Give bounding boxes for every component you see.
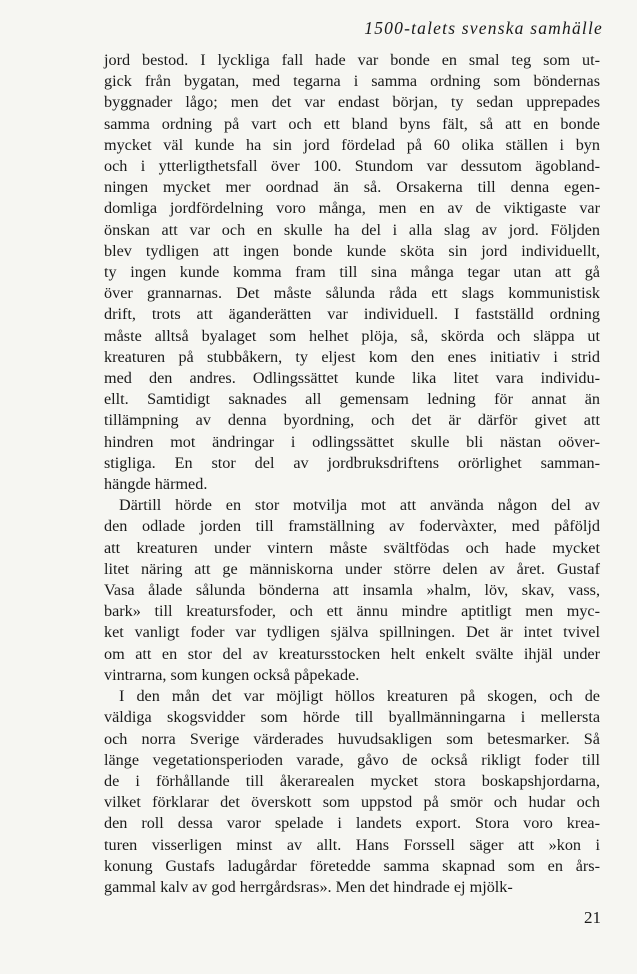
text-line: Därtill hörde en stor motvilja mot att använda någon del av [119,496,600,515]
text-line: litet näring att ge människorna under större delen av året. Gustaf [104,559,600,578]
text-line: kreaturen på stubbåkern, ty eljest kom den enes initiativ i strid [104,347,600,366]
text-line: turen visserligen minst av allt. Hans Forssell säger att »kon i [104,835,600,854]
text-line: vintrarna, som kungen också påpekade. [104,665,360,684]
text-line: drift, trots att äganderätten var individuell. I fastställd ordning [104,305,600,324]
text-line: ningen mycket mer oordnad än så. Orsakerna till denna egen- [104,178,600,197]
text-line: domliga jordfördelning voro många, men en av de viktigaste var [104,199,600,218]
text-line: jord bestod. I lyckliga fall hade var bonde en smal teg som ut- [104,51,600,69]
text-line: stigliga. En stor del av jordbruksdriftens orörlighet samman- [104,453,600,472]
body-text [104,50,600,898]
paragraph [104,686,600,898]
text-line: mycket väl kunde ha sin jord fördelad på 60 olika ställen i byn [104,135,600,154]
text-line: ellt. Samtidigt saknades all gemensam ledning för annat än [104,390,600,409]
text-line: konung Gustafs ladugårdar företedde samma skapnad som en års- [104,856,600,875]
text-line: vilket förklarar det överskott som uppstod på smör och hudar och [104,793,600,812]
text-line: I den mån det var möjligt höllos kreaturen på skogen, och de [119,687,600,706]
text-line: den roll dessa varor spelade i landets export. Stora voro krea- [104,814,600,833]
text-line: väldiga skogsvidder som hörde till byallmänningarna i mellersta [104,708,600,727]
text-line: blev tydligen att ingen bonde kunde sköta sin jord individuellt, [104,241,600,260]
text-line: bark» till kreatursfoder, och ett ännu mindre aptitligt men myc- [104,602,600,621]
text-line: om att en stor del av kreatursstocken helt enkelt svälte ihjäl under [104,644,600,663]
text-line: Vasa ålade sålunda bönderna att insamla »halm, löv, skav, vass, [104,581,600,600]
text-line: och norra Sverige värderades huvudsakligen som betesmarker. Så [104,729,600,748]
text-line: ket vanligt foder var tydligen själva spillningen. Det är intet tvivel [104,623,600,642]
text-line: att kreaturen under vintern måste svältfödas och hade mycket [104,538,600,557]
text-line: gammal kalv av god herrgårdsras». Men det hindrade ej mjölk- [104,877,513,896]
text-line: ty ingen kunde komma fram till sina många tegar utan att gå [104,263,600,282]
text-line: de i förhållande till åkerarealen mycket stora boskapshjordarna, [104,771,600,790]
text-line: samma ordning på vart och ett bland byns fält, så att en bonde [104,114,600,133]
paragraph [104,495,600,686]
text-line: hängde härmed. [104,475,208,494]
text-line: gick från bygatan, med tegarna i samma ordning som böndernas [104,72,600,91]
text-line: måste alltså byalaget som helhet plöja, så, skörda och släppa ut [104,326,600,345]
text-line: länge vegetationsperioden varade, gåvo de också rikligt foder till [104,750,600,769]
page-number: 21 [584,908,601,927]
paragraph [104,50,600,495]
text-line: önskan att var och en skulle ha del i alla slag av jord. Följden [104,220,600,239]
text-line: byggnader lågo; men det var endast början, ty sedan upprepades [104,93,600,112]
text-line: med den andres. Odlingssättet kunde lika litet vara individu- [104,369,600,388]
text-line: hindren mot ändringar i odlingssättet skulle bli nästan oöver- [104,432,600,451]
running-head-title: 1500-talets svenska samhälle [364,18,603,38]
text-line: tillämpning av denna byordning, och det är därför givet att [104,411,600,430]
text-line: över grannarnas. Det måste sålunda råda ett slags kommunistisk [104,284,600,303]
text-line: och i ytterligthetsfall över 100. Stundom var dessutom ägobland- [104,157,600,176]
text-line: den odlade jorden till framställning av fodervàxter, med påföljd [104,517,600,536]
